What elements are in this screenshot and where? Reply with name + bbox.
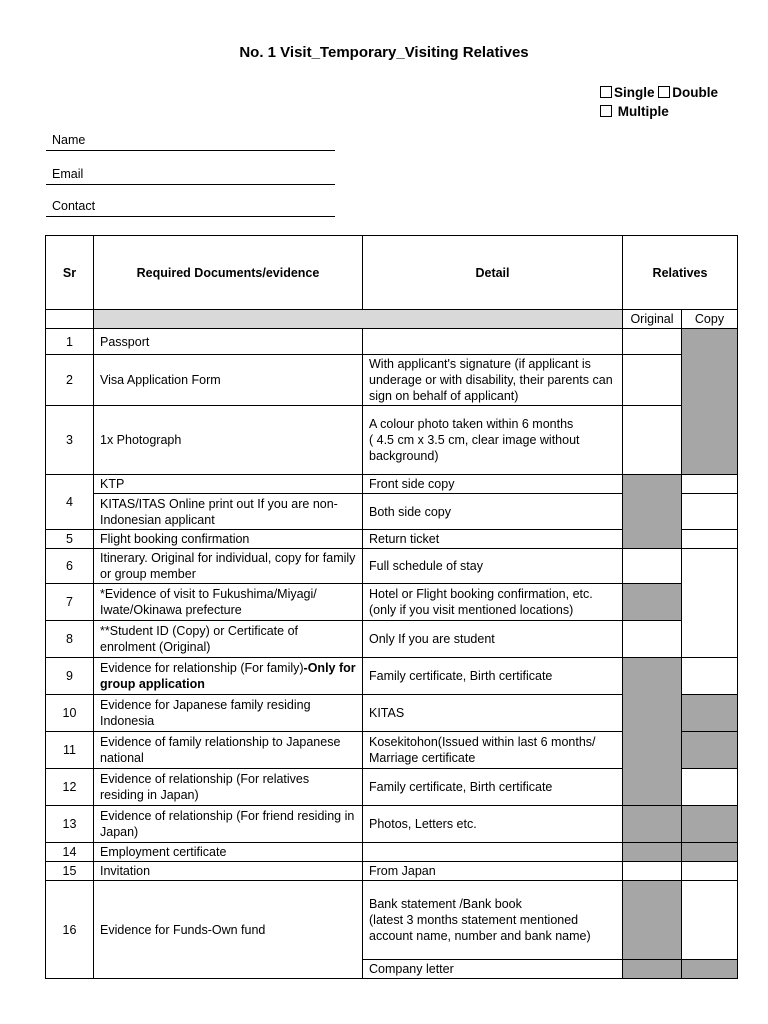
header-documents: Required Documents/evidence [94,236,363,310]
copy-cell-shaded [682,806,738,843]
table-header-row [46,236,738,310]
original-cell-shaded [623,960,682,979]
contact-field[interactable] [46,199,335,217]
table-row: 13 Evidence of relationship (For friend residing in Japan) Photos, Letters etc. [46,806,738,843]
table-row: 12 Evidence of relationship (For relatives residing in Japan) Family certificate, Birth certificate [46,769,738,806]
original-cell [623,355,682,406]
multiple-checkbox[interactable] [600,105,612,117]
header-original: Original [623,310,682,329]
original-cell-shaded [623,843,682,862]
email-label: Email [52,167,84,181]
header-relatives: Relatives [623,236,738,310]
table-row: 14 Employment certificate [46,843,738,862]
table-subheader-row [46,310,738,329]
table-row: 6 Itinerary. Original for individual, copy for family or group member Full schedule of stay [46,549,738,584]
copy-cell [682,549,738,658]
documents-table [45,235,738,979]
multiple-label: Multiple [617,104,669,119]
header-detail: Detail [363,236,623,310]
name-field[interactable] [46,133,335,151]
copy-cell [682,475,738,494]
original-cell-shaded [623,658,682,806]
original-cell-shaded [623,881,682,960]
table-row: 1 Passport [46,329,738,355]
original-cell [623,549,682,584]
table-row: KITAS/ITAS Online print out If you are non-Indonesian applicant Both side copy [46,494,738,530]
copy-cell [682,769,738,806]
single-checkbox[interactable] [600,86,612,98]
page-title: No. 1 Visit_Temporary_Visiting Relatives [239,44,529,61]
table-row: 10 Evidence for Japanese family residing Indonesia KITAS [46,695,738,732]
table-row: 3 1x Photograph A colour photo taken within 6 months ( 4.5 cm x 3.5 cm, clear image without background) [46,406,738,475]
double-label: Double [672,85,719,100]
original-cell [623,621,682,658]
copy-cell-shaded [682,695,738,732]
table-row: 15 Invitation From Japan [46,862,738,881]
header-sr: Sr [46,236,94,310]
single-label: Single [614,85,655,100]
double-checkbox[interactable] [658,86,670,98]
original-cell [623,862,682,881]
original-cell [623,406,682,475]
email-field[interactable] [46,167,335,185]
table-row: 7 *Evidence of visit to Fukushima/Miyagi/ Iwate/Okinawa prefecture Hotel or Flight booking confirmation, etc. (only if you visit mentioned locations) [46,584,738,621]
copy-cell-shaded [682,960,738,979]
copy-cell [682,658,738,695]
table-row: 8 **Student ID (Copy) or Certificate of enrolment (Original) Only If you are student [46,621,738,658]
original-cell-shaded [623,806,682,843]
copy-cell [682,862,738,881]
table-row: 16 Evidence for Funds-Own fund Bank statement /Bank book (latest 3 months statement mentioned account name, number and bank name) [46,881,738,960]
copy-cell [682,530,738,549]
table-row: 2 Visa Application Form With applicant's signature (if applicant is underage or with disability, their parents can sign on behalf of applicant) [46,355,738,406]
table-row: Company letter [46,960,738,979]
copy-cell-shaded [682,329,738,475]
original-cell [623,329,682,355]
entry-type-options [600,83,718,121]
table-row: 5 Flight booking confirmation Return ticket [46,530,738,549]
header-copy: Copy [682,310,738,329]
original-cell-shaded [623,475,682,549]
table-row: 9 Evidence for relationship (For family)-Only for group application Family certificate, Birth certificate [46,658,738,695]
copy-cell-shaded [682,843,738,862]
contact-label: Contact [52,199,96,213]
copy-cell [682,881,738,960]
table-row: 11 Evidence of family relationship to Japanese national Kosekitohon(Issued within last 6 months/ Marriage certificate [46,732,738,769]
copy-cell [682,494,738,530]
name-label: Name [52,133,86,147]
table-row: 4 KTP Front side copy [46,475,738,494]
original-cell-shaded [623,584,682,621]
copy-cell-shaded [682,732,738,769]
